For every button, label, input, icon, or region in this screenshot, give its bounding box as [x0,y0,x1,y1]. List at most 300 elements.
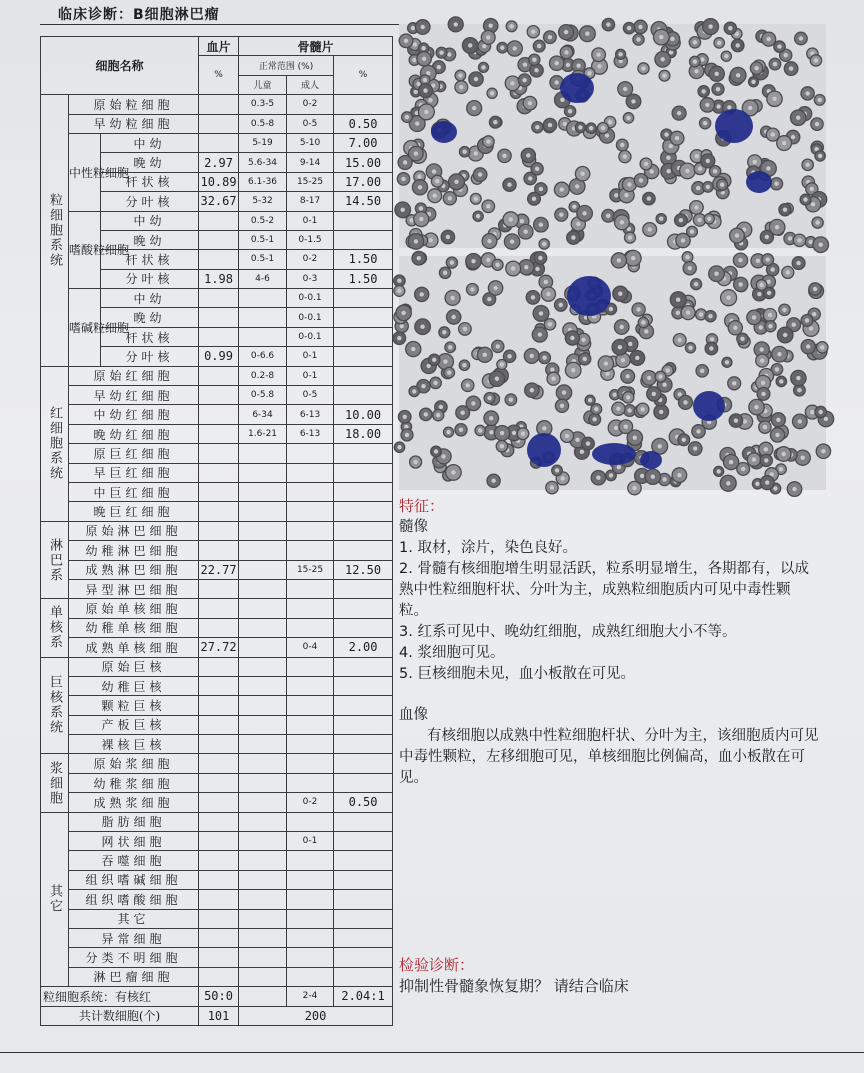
diagnosis-section [399,955,819,997]
table-row [41,424,393,443]
diagnosis-text: 抑制性骨髓象恢复期？ 请结合临床 [399,977,629,995]
range-adult [287,754,334,773]
marrow-pct [334,579,393,598]
cell-name: 成熟淋巴细胞 [69,560,199,579]
group-label: 粒细胞系统 [41,95,69,366]
blood-pct [199,851,239,870]
table-row [41,502,393,521]
blood-pct [199,870,239,889]
table-row [41,657,393,676]
cell-name: 颗粒巨核 [69,696,199,715]
cell-name: 早幼粒细胞 [69,114,199,133]
marrow-pct [334,967,393,986]
header-child: 儿童 [239,75,287,94]
marrow-pct: 1.50 [334,269,393,288]
range-child [239,579,287,598]
ratio-label: 粒细胞系统：有核红 [41,987,199,1006]
marrow-pct [334,812,393,831]
range-child: 0.3-5 [239,95,287,114]
table-row [41,482,393,501]
blood-pct: 22.77 [199,560,239,579]
marrow-pct [334,95,393,114]
blood-pct [199,928,239,947]
cell-name: 幼稚巨核 [69,676,199,695]
range-adult [287,657,334,676]
range-child [239,909,287,928]
range-child: 0-5.8 [239,386,287,405]
range-child [239,735,287,754]
blood-pct: 1.98 [199,269,239,288]
range-child [239,560,287,579]
range-adult [287,715,334,734]
range-child [239,308,287,327]
cell-name: 晚幼红细胞 [69,424,199,443]
table-row [41,638,393,657]
marrow-item: 2. 骨髓有核细胞增生明显活跃，粒系明显增生，各期都有，以成熟中性粒细胞杆状、分叶为主，成熟粒细胞质内可见中毒性颗粒。 [399,561,809,619]
range-child [239,541,287,560]
range-child [239,521,287,540]
cell-name: 分叶核 [101,192,199,211]
range-adult: 15-25 [287,172,334,191]
blood-pct [199,482,239,501]
range-adult [287,444,334,463]
table-row [41,967,393,986]
blood-pct [199,754,239,773]
range-adult: 6-13 [287,424,334,443]
range-child [239,482,287,501]
cell-name: 幼稚淋巴细胞 [69,541,199,560]
range-child [239,890,287,909]
table-row [41,870,393,889]
cell-name: 组织嗜碱细胞 [69,870,199,889]
marrow-item: 4. 浆细胞可见。 [399,645,505,661]
marrow-pct [334,754,393,773]
cell-name: 原始粒细胞 [69,95,199,114]
blood-pct [199,773,239,792]
table-row [41,211,393,230]
range-child: 5-32 [239,192,287,211]
table-row [41,909,393,928]
marrow-pct [334,696,393,715]
marrow-pct [334,289,393,308]
diagnosis-title: 检验诊断： [399,956,475,974]
table-row [41,948,393,967]
cell-count-table [40,36,393,1026]
cell-name: 原始红细胞 [69,366,199,385]
blood-pct [199,114,239,133]
table-row [41,793,393,812]
header-marrow: 骨髓片 [239,37,393,56]
marrow-pct [334,347,393,366]
marrow-pct [334,657,393,676]
blood-pct [199,289,239,308]
range-adult [287,463,334,482]
range-child [239,657,287,676]
table-row [41,463,393,482]
cell-name: 分叶核 [101,269,199,288]
range-child [239,793,287,812]
marrow-item: 3. 红系可见中、晚幼红细胞，成熟红细胞大小不等。 [399,624,737,640]
header-blood-pct: % [199,56,239,95]
range-adult: 0-1.5 [287,230,334,249]
marrow-pct [334,308,393,327]
cell-name: 晚幼 [101,153,199,172]
ratio-range: 2-4 [287,987,334,1006]
marrow-pct: 1.50 [334,250,393,269]
range-child: 0.5-1 [239,230,287,249]
marrow-pct [334,890,393,909]
table-row [41,715,393,734]
range-adult: 6-13 [287,405,334,424]
range-child [239,618,287,637]
ratio-blood: 50:0 [199,987,239,1006]
table-row [41,386,393,405]
table-row [41,773,393,792]
subgroup-label: 嗜酸粒细胞 [69,211,101,289]
cell-name: 原巨红细胞 [69,444,199,463]
range-adult: 8-17 [287,192,334,211]
marrow-pct [334,676,393,695]
range-child: 5.6-34 [239,153,287,172]
marrow-pct [334,773,393,792]
range-adult [287,502,334,521]
blood-pct: 2.97 [199,153,239,172]
range-adult [287,618,334,637]
marrow-pct [334,502,393,521]
range-child [239,599,287,618]
footer-divider [0,1052,864,1053]
range-adult [287,928,334,947]
marrow-pct: 0.50 [334,793,393,812]
range-adult [287,521,334,540]
marrow-pct [334,230,393,249]
blood-pct [199,909,239,928]
ratio-pct: 2.04:1 [334,987,393,1006]
range-adult [287,773,334,792]
table-row [41,928,393,947]
range-child: 5-19 [239,133,287,152]
range-adult: 0-4 [287,638,334,657]
range-adult [287,696,334,715]
blood-pct [199,366,239,385]
marrow-pct [334,482,393,501]
cell-name: 原始浆细胞 [69,754,199,773]
range-child [239,502,287,521]
cell-name: 组织嗜酸细胞 [69,890,199,909]
range-child [239,773,287,792]
range-adult: 0-2 [287,250,334,269]
blood-pct: 0.99 [199,347,239,366]
cell-name: 分类不明细胞 [69,948,199,967]
blood-pct [199,386,239,405]
subgroup-label: 嗜碱粒细胞 [69,289,101,367]
table-row [41,618,393,637]
group-label: 淋巴系 [41,521,69,599]
table-row [41,444,393,463]
table-row [41,676,393,695]
marrow-pct [334,735,393,754]
blood-pct [199,250,239,269]
cell-name: 网状细胞 [69,832,199,851]
range-child: 0-6.6 [239,347,287,366]
table-row [41,133,393,152]
marrow-items [399,538,819,685]
clinical-diagnosis: 临床诊断：B细胞淋巴瘤 [58,7,220,23]
range-adult: 0-2 [287,793,334,812]
marrow-pct [334,715,393,734]
marrow-pct [334,832,393,851]
range-child [239,948,287,967]
blood-pct [199,657,239,676]
ratio-child [239,987,287,1006]
range-adult [287,851,334,870]
range-adult: 0-5 [287,386,334,405]
cell-name: 异型淋巴细胞 [69,579,199,598]
range-child [239,696,287,715]
cell-name: 杆状核 [101,172,199,191]
blood-pct [199,793,239,812]
cell-name: 中巨红细胞 [69,482,199,501]
marrow-pct [334,948,393,967]
header-cell-name: 细胞名称 [41,37,199,95]
blood-pct [199,211,239,230]
cell-name: 脂肪细胞 [69,812,199,831]
range-adult: 0-3 [287,269,334,288]
blood-pct [199,967,239,986]
blood-pct [199,890,239,909]
table-row [41,541,393,560]
cell-name: 杆状核 [101,250,199,269]
cell-name: 幼稚单核细胞 [69,618,199,637]
table-row [41,366,393,385]
range-child: 1.6-21 [239,424,287,443]
blood-pct [199,405,239,424]
blood-pct [199,812,239,831]
range-child [239,638,287,657]
table-row [41,560,393,579]
cell-name: 裸核巨核 [69,735,199,754]
range-adult: 0-1 [287,211,334,230]
range-child [239,967,287,986]
group-label: 单核系 [41,599,69,657]
range-adult: 0-0.1 [287,308,334,327]
table-row [41,754,393,773]
marrow-title: 髓像 [399,519,428,535]
blood-pct: 27.72 [199,638,239,657]
range-child [239,327,287,346]
blood-pct [199,541,239,560]
table-row [41,851,393,870]
marrow-pct [334,909,393,928]
range-adult [287,890,334,909]
blood-pct [199,618,239,637]
cell-name: 中幼 [101,289,199,308]
cell-name: 原始巨核 [69,657,199,676]
blood-pct [199,735,239,754]
table-row [41,405,393,424]
range-adult: 0-1 [287,832,334,851]
marrow-pct [334,541,393,560]
total-blood: 101 [199,1006,239,1025]
cell-name: 其它 [69,909,199,928]
marrow-pct: 12.50 [334,560,393,579]
range-adult [287,482,334,501]
range-child: 0.2-8 [239,366,287,385]
range-adult [287,735,334,754]
blood-pct [199,95,239,114]
blood-pct [199,230,239,249]
marrow-pct [334,851,393,870]
marrow-pct [334,599,393,618]
range-child: 0.5-2 [239,211,287,230]
marrow-pct: 7.00 [334,133,393,152]
range-child [239,851,287,870]
group-label: 红细胞系统 [41,366,69,521]
cell-name: 晚幼 [101,308,199,327]
marrow-pct [334,386,393,405]
blood-pct [199,715,239,734]
range-adult: 0-1 [287,366,334,385]
range-adult: 0-0.1 [287,327,334,346]
blood-pct [199,463,239,482]
marrow-pct [334,928,393,947]
range-adult [287,909,334,928]
group-label: 巨核系统 [41,657,69,754]
marrow-pct: 17.00 [334,172,393,191]
cell-name: 原始单核细胞 [69,599,199,618]
marrow-pct [334,211,393,230]
marrow-item: 1. 取材，涂片，染色良好。 [399,540,577,556]
table-row [41,812,393,831]
cell-name: 成熟单核细胞 [69,638,199,657]
group-label: 其它 [41,812,69,987]
cell-name: 杆状核 [101,327,199,346]
range-adult [287,967,334,986]
blood-pct: 32.67 [199,192,239,211]
range-child [239,444,287,463]
cell-name: 幼稚浆细胞 [69,773,199,792]
cell-name: 产板巨核 [69,715,199,734]
table-row [41,95,393,114]
cell-name: 成熟浆细胞 [69,793,199,812]
marrow-pct [334,521,393,540]
range-child [239,928,287,947]
cell-name: 早幼红细胞 [69,386,199,405]
table-row [41,289,393,308]
blood-pct [199,327,239,346]
cell-name: 分叶核 [101,347,199,366]
blood-pct [199,444,239,463]
marrow-pct [334,327,393,346]
table-row [41,114,393,133]
range-child [239,715,287,734]
blood-pct [199,308,239,327]
marrow-pct: 0.50 [334,114,393,133]
header-adult: 成人 [287,75,334,94]
range-adult [287,579,334,598]
header-blood: 血片 [199,37,239,56]
group-label: 浆细胞 [41,754,69,812]
range-adult [287,676,334,695]
range-adult: 0-5 [287,114,334,133]
marrow-photo-2 [399,256,826,490]
range-adult [287,948,334,967]
marrow-pct: 2.00 [334,638,393,657]
table-row [41,735,393,754]
range-child [239,832,287,851]
marrow-pct: 18.00 [334,424,393,443]
marrow-pct [334,444,393,463]
range-child [239,870,287,889]
range-adult: 0-0.1 [287,289,334,308]
range-adult [287,599,334,618]
table-row [41,599,393,618]
total-label: 共计数细胞(个) [41,1006,199,1025]
header-range: 正常范围 (%) [239,56,334,75]
features-title: 特征： [399,497,445,515]
range-child: 0.5-1 [239,250,287,269]
range-adult: 9-14 [287,153,334,172]
blood-pct [199,676,239,695]
blood-pct [199,502,239,521]
range-adult: 5-10 [287,133,334,152]
table-row [41,696,393,715]
blood-title: 血像 [399,707,428,723]
range-adult [287,541,334,560]
cell-name: 吞噬细胞 [69,851,199,870]
cell-name: 淋巴瘤细胞 [69,967,199,986]
blood-text: 有核细胞以成熟中性粒细胞杆状、分叶为主，该细胞质内可见中毒性颗粒，左移细胞可见，单核细胞比例偏高，血小板散在可见。 [399,728,819,786]
range-adult [287,870,334,889]
marrow-pct: 15.00 [334,153,393,172]
table-row [41,579,393,598]
blood-pct [199,579,239,598]
range-adult: 0-2 [287,95,334,114]
marrow-photo-1 [399,24,826,248]
cell-name: 中幼 [101,133,199,152]
marrow-pct [334,463,393,482]
header-marrow-pct: % [334,56,393,95]
range-child [239,463,287,482]
table-row [41,521,393,540]
blood-pct: 10.89 [199,172,239,191]
table-row [41,890,393,909]
marrow-pct [334,618,393,637]
range-child: 0.5-8 [239,114,287,133]
blood-pct [199,832,239,851]
cell-name: 晚幼 [101,230,199,249]
features-section [399,496,819,789]
subgroup-label: 中性粒细胞 [69,133,101,211]
range-child: 6.1-36 [239,172,287,191]
blood-pct [199,696,239,715]
marrow-pct [334,366,393,385]
blood-pct [199,133,239,152]
range-child: 4-6 [239,269,287,288]
marrow-item: 5. 巨核细胞未见，血小板散在可见。 [399,666,635,682]
marrow-pct: 14.50 [334,192,393,211]
range-child: 6-34 [239,405,287,424]
blood-pct [199,948,239,967]
cell-name: 异常细胞 [69,928,199,947]
cell-name: 原始淋巴细胞 [69,521,199,540]
cell-name: 晚巨红细胞 [69,502,199,521]
range-adult: 15-25 [287,560,334,579]
blood-pct [199,599,239,618]
marrow-pct [334,870,393,889]
range-child [239,676,287,695]
cell-name: 中幼 [101,211,199,230]
